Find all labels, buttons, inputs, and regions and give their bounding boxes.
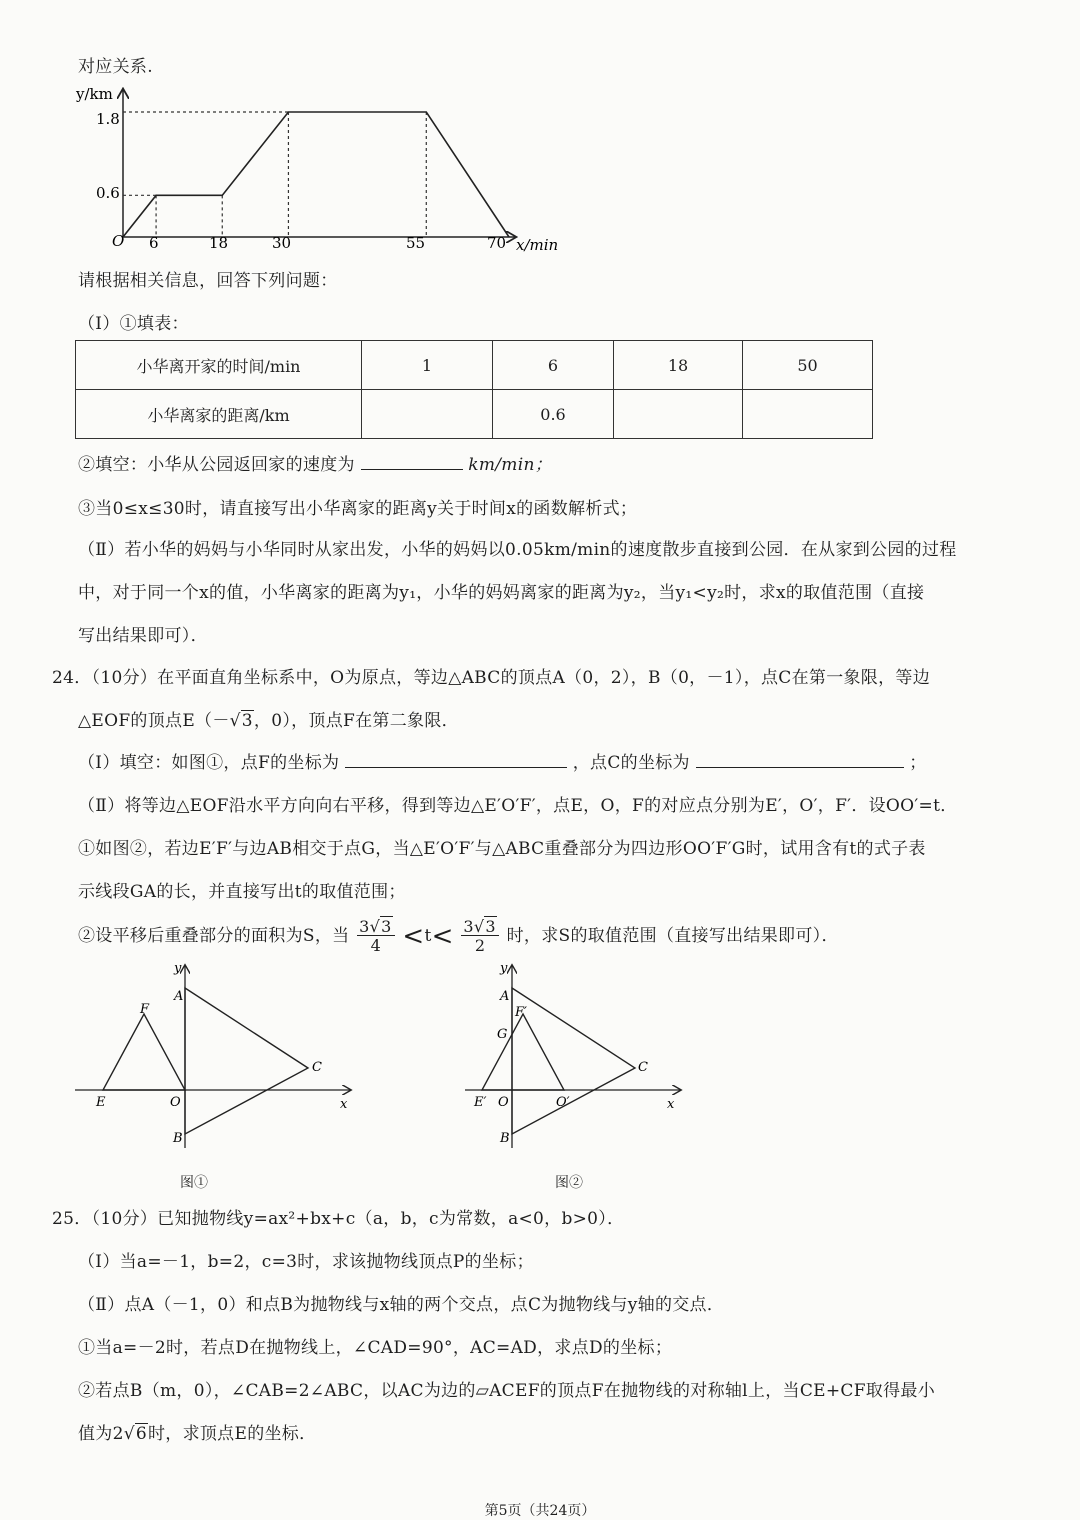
time-cell: 1 [362, 341, 493, 390]
svg-text:B: B [500, 1131, 510, 1146]
q24-sub2-line [78, 913, 839, 963]
fill1-a: （Ⅰ）填空：如图①，点F的坐标为 [78, 753, 340, 773]
q24-sub1-line2: 示线段GA的长，并直接写出t的取值范围； [78, 882, 406, 902]
q25-part2: （Ⅱ）点A（－1，0）和点B为抛物线与x轴的两个交点，点C为抛物线与y轴的交点． [78, 1295, 725, 1315]
sqrt-sign: √ [123, 1424, 135, 1444]
speed-blank[interactable] [361, 453, 463, 470]
x-tick-6: 6 [149, 234, 159, 252]
q24-line1: 24．（10分）在平面直角坐标系中，O为原点，等边△ABC的顶点A（0，2），B（0，－1），点C在第一象限，等边 [52, 668, 931, 688]
fill2-line [78, 450, 552, 475]
x-tick-30: 30 [272, 234, 292, 252]
svg-text:A: A [500, 989, 510, 1004]
triangle-EpOpFp [482, 1014, 564, 1090]
distance-cell[interactable] [362, 390, 493, 439]
part2-line3: 写出结果即可）． [78, 626, 208, 646]
distance-line [123, 112, 509, 237]
q25-sub2-line2 [78, 1419, 316, 1444]
row1-header: 小华离开家的时间/min [76, 341, 362, 390]
q24-line2 [78, 706, 459, 731]
svg-text:O: O [170, 1095, 181, 1110]
q25-part1: （Ⅰ）当a=－1，b=2，c=3时，求该抛物线顶点P的坐标； [78, 1252, 534, 1272]
distance-cell[interactable] [614, 390, 743, 439]
svg-text:F: F [140, 1002, 150, 1017]
svg-text:E′: E′ [474, 1095, 487, 1110]
intro-text: 对应关系. [78, 57, 153, 77]
q3-text: ③当0≤x≤30时，请直接写出小华离家的距离y关于时间x的函数解析式； [78, 499, 638, 519]
c-coordinate-blank[interactable] [696, 751, 904, 768]
distance-cell[interactable]: 0.6 [493, 390, 614, 439]
table-row [76, 341, 873, 390]
svg-text:E: E [96, 1095, 106, 1110]
figure-2 [460, 958, 700, 1158]
q24-line2-suffix: ，0），顶点F在第二象限． [253, 711, 459, 731]
fill-table [75, 340, 873, 439]
fill2-prefix: ②填空：小华从公园返回家的速度为 [78, 455, 355, 475]
svg-text:G: G [497, 1027, 508, 1042]
x-tick-55: 55 [406, 234, 426, 252]
fill1-end: ； [909, 753, 927, 773]
figure-1 [70, 958, 370, 1158]
svg-text:A: A [174, 989, 184, 1004]
svg-text:x: x [340, 1097, 348, 1112]
page-footer: 第5页（共24页） [484, 1503, 596, 1519]
q24-part2: （Ⅱ）将等边△EOF沿水平方向向右平移，得到等边△E′O′F′，点E，O，F的对应点分别为E′，O′，F′．设OO′=t． [78, 796, 958, 816]
figure-2-caption: 图② [555, 1175, 583, 1191]
y-tick-1.8: 1.8 [96, 110, 120, 128]
fill1-b: ，点C的坐标为 [572, 753, 690, 773]
fraction-3sqrt3-over-2: $\frac{3√3}{2}$ [461, 919, 498, 954]
sqrt6-radicand: 6 [135, 1424, 147, 1444]
less-than-1: < [402, 921, 425, 952]
f-coordinate-blank[interactable] [345, 751, 567, 768]
distance-time-graph [70, 82, 590, 262]
part2-line2: 中，对于同一个x的值，小华离家的距离为y₁，小华的妈妈离家的距离为y₂，当y₁<y₂时，求x的取值范围（直接 [78, 583, 925, 603]
sub2-suffix: 时，求S的取值范围（直接写出结果即可）． [506, 926, 839, 946]
figure-1-caption: 图① [180, 1175, 208, 1191]
svg-text:y: y [174, 961, 182, 976]
svg-text:C: C [638, 1060, 648, 1075]
part1-label: （Ⅰ）①填表： [78, 314, 189, 334]
fill2-unit: km/min； [468, 455, 553, 475]
svg-text:C: C [312, 1060, 322, 1075]
sqrt3-radicand: 3 [241, 711, 253, 731]
time-cell: 6 [493, 341, 614, 390]
origin-label: O [112, 232, 125, 250]
time-cell: 18 [614, 341, 743, 390]
q25-sub2-line1: ②若点B（m，0），∠CAB=2∠ABC，以AC为边的▱ACEF的顶点F在抛物线的对称轴l上，当CE+CF取得最小 [78, 1381, 935, 1401]
triangle-ABC [512, 988, 635, 1134]
distance-cell[interactable] [743, 390, 873, 439]
triangle-EOF [103, 1014, 185, 1090]
sub2-suffix: 时，求顶点E的坐标． [147, 1424, 317, 1444]
sub2-prefix: 值为2 [78, 1424, 124, 1444]
q25-sub1: ①当a=－2时，若点D在抛物线上，∠CAD=90°，AC=AD，求点D的坐标； [78, 1338, 673, 1358]
svg-text:x: x [667, 1097, 675, 1112]
svg-text:O: O [498, 1095, 509, 1110]
time-cell: 50 [743, 341, 873, 390]
x-axis-label: x/min [516, 236, 559, 254]
q24-line2-prefix: △EOF的顶点E（－ [78, 711, 230, 731]
q24-fill-line [78, 748, 927, 773]
svg-text:B: B [173, 1131, 183, 1146]
prompt-text: 请根据相关信息，回答下列问题： [78, 271, 338, 291]
q25-line1: 25．（10分）已知抛物线y=ax²+bx+c（a，b，c为常数，a<0，b>0）． [52, 1209, 625, 1229]
q24-sub1-line1: ①如图②，若边E′F′与边AB相交于点G，当△E′O′F′与△ABC重叠部分为四边形OO′F′G时，试用含有t的式子表 [78, 839, 926, 859]
x-tick-18: 18 [209, 234, 229, 252]
less-than-2: < [431, 921, 454, 952]
row2-header: 小华离家的距离/km [76, 390, 362, 439]
triangle-ABC [185, 988, 308, 1134]
sub2-prefix: ②设平移后重叠部分的面积为S，当 [78, 926, 350, 946]
y-tick-0.6: 0.6 [96, 184, 120, 202]
table-row [76, 390, 873, 439]
x-tick-70: 70 [487, 234, 507, 252]
svg-text:y: y [500, 961, 508, 976]
part2-line1: （Ⅱ）若小华的妈妈与小华同时从家出发，小华的妈妈以0.05km/min的速度散步直接到公园．在从家到公园的过程 [78, 540, 957, 560]
y-axis-label: y/km [76, 85, 113, 103]
t-var: t [424, 926, 432, 946]
sqrt-sign: √ [229, 711, 241, 731]
svg-text:F′: F′ [515, 1005, 527, 1020]
fraction-3sqrt3-over-4: $\frac{3√3}{4}$ [357, 919, 394, 954]
svg-text:O′: O′ [556, 1095, 570, 1110]
